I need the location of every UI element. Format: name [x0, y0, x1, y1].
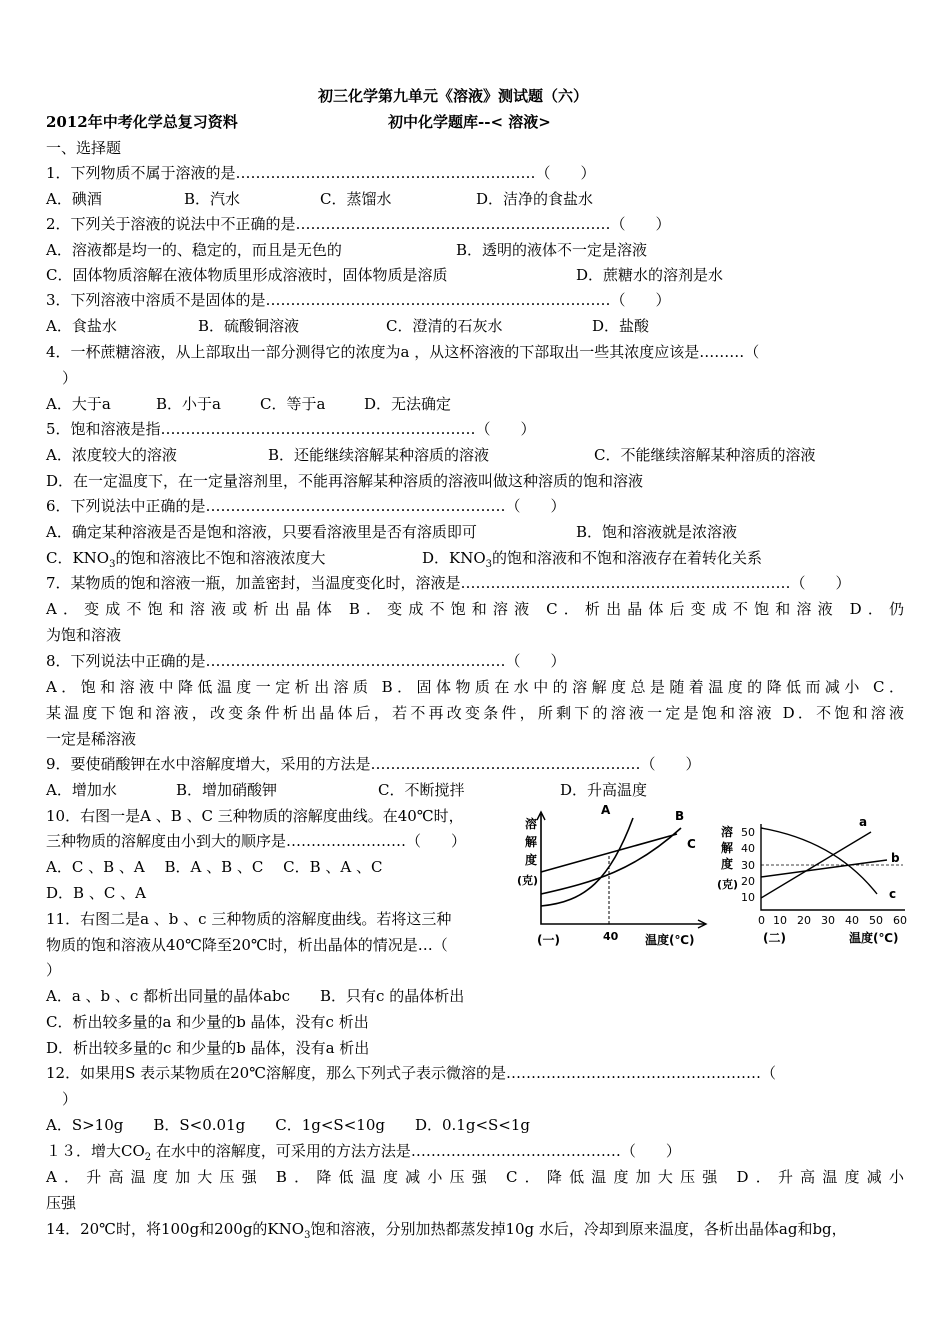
figure-2-solubility-curves — [717, 812, 917, 950]
q10-option-d: D．B 、C 、A — [46, 884, 146, 902]
q13-option-d: D．升高温度减小 — [736, 1168, 904, 1186]
q1-option-a: A．碘酒 — [46, 190, 102, 208]
q2-option-b: B．透明的液体不一定是溶液 — [456, 241, 648, 259]
q3-option-c: C．澄清的石灰水 — [386, 317, 503, 335]
q2-options-cd — [46, 265, 723, 285]
fig2-label-c: c — [889, 887, 897, 901]
q12-options: A．S>10g B．S<0.01g C．1g<S<10g D．0.1g<S<1g — [46, 1116, 531, 1134]
fig1-caption: (一) — [537, 933, 560, 947]
fig2-xtick-30: 30 — [821, 914, 835, 927]
fig2-ytick-50: 50 — [741, 826, 755, 839]
fig2-ytick-10: 10 — [741, 891, 755, 904]
fig2-xtick-0: 0 — [758, 914, 765, 927]
fig1-label-c: C — [687, 837, 696, 851]
q9-options — [46, 780, 647, 800]
fig1-curve-b — [541, 828, 681, 894]
q4-stem: 4．一杯蔗糖溶液，从上部取出一部分测得它的浓度为a ，从这杯溶液的下部取出一些其浓度应该是………（ — [46, 343, 760, 361]
q4-stem-cont: ） — [62, 369, 78, 387]
q2-options-ab — [46, 240, 647, 260]
fig2-xtick-20: 20 — [797, 914, 811, 927]
fig2-xtick-10: 10 — [773, 914, 787, 927]
q7-options — [46, 599, 904, 619]
fig1-xlabel: 温度(℃) — [645, 933, 695, 947]
q11-line2: 物质的饱和溶液从40℃降至20℃时，析出晶体的情况是…（ — [46, 936, 448, 954]
q3-options — [46, 316, 649, 336]
q1-option-d: D．洁净的食盐水 — [476, 190, 594, 208]
q5-option-a: A．浓度较大的溶液 — [46, 446, 177, 464]
q3-stem: 3．下列溶液中溶质不是固体的是……………………………………………………………（ ） — [46, 291, 671, 309]
q13-option-a: A．升高温度加大压强 — [46, 1168, 264, 1186]
q4-option-a: A．大于a — [46, 395, 111, 413]
q2-option-d: D．蔗糖水的溶剂是水 — [576, 266, 724, 284]
q13-options — [46, 1167, 904, 1187]
q11-option-d: D．析出较多量的c 和少量的b 晶体，没有a 析出 — [46, 1039, 370, 1057]
q13-option-c: C．降低温度加大压强 — [505, 1168, 725, 1186]
fig2-ylabel-3: 度 — [721, 857, 734, 871]
q13-stem: １３．增大$CO_2$ 在水中的溶解度，可采用的方法方法是……………………………………（ ） — [46, 1142, 681, 1163]
header-right: 初中化学题库--< 溶液> — [388, 113, 551, 131]
q13-option-b: B．降低温度减小压强 — [275, 1168, 494, 1186]
q14-stem: 14．20℃时，将100g和200g的$KNO_3$饱和溶液，分别加热都蒸发掉10g 水后，冷却到原来温度，各析出晶体ag和bg， — [46, 1220, 847, 1241]
fig2-ytick-40: 40 — [741, 842, 755, 855]
q9-option-a: A．增加水 — [46, 781, 117, 799]
fig2-curve-c — [761, 828, 877, 894]
fig2-xtick-60: 60 — [893, 914, 907, 927]
q7-option-c: C．析出晶体后变成不饱和溶液 — [546, 600, 839, 618]
fig1-ylabel-3: 度 — [525, 853, 538, 867]
q5-option-b: B．还能继续溶解某种溶质的溶液 — [268, 446, 490, 464]
q5-option-d: D．在一定温度下，在一定量溶剂里，不能再溶解某种溶质的溶液叫做这种溶质的饱和溶液 — [46, 472, 644, 490]
q6-options-cd — [46, 548, 762, 575]
fig2-ylabel-1: 溶 — [721, 825, 734, 839]
q8-option-c: C． — [873, 678, 904, 696]
q4-options — [46, 394, 451, 414]
q4-option-c: C．等于a — [260, 395, 326, 413]
q11-option-c: C．析出较多量的a 和少量的b 晶体，没有c 析出 — [46, 1013, 369, 1031]
fig2-ylabel-2: 解 — [721, 841, 734, 855]
q7-option-d-cont: 为饱和溶液 — [46, 626, 122, 644]
fig2-xlabel: 温度(℃) — [849, 931, 899, 945]
q5-options-abc — [46, 445, 815, 465]
q12-stem-cont: ） — [62, 1090, 78, 1108]
q9-option-d: D．升高温度 — [560, 781, 648, 799]
figure-1-solubility-curves — [515, 800, 721, 950]
header-left: 2012年中考化学总复习资料 — [46, 113, 238, 131]
q10-line2: 三种物质的溶解度由小到大的顺序是……………………（ ） — [46, 832, 467, 850]
fig2-curve-b — [761, 860, 887, 877]
q8-option-d: D．不饱和溶液 — [782, 704, 904, 722]
fig1-ylabel-4: (克) — [517, 874, 539, 887]
fig2-label-b: b — [891, 851, 900, 865]
q6-option-b: B．饱和溶液就是浓溶液 — [576, 523, 738, 541]
q8-option-d-cont: 一定是稀溶液 — [46, 730, 137, 748]
q1-stem: 1．下列物质不属于溶液的是……………………………………………………（ ） — [46, 164, 596, 182]
fig1-label-b: B — [675, 809, 685, 823]
q10-options: A．C 、B 、A B．A 、B 、C C．B 、A 、C — [46, 858, 383, 876]
q3-option-d: D．盐酸 — [592, 317, 650, 335]
q6-option-c: C．$KNO_3$的饱和溶液比不饱和溶液浓度大 — [46, 549, 326, 570]
q6-option-d: D．$KNO_3$的饱和溶液和不饱和溶液存在着转化关系 — [422, 549, 763, 570]
q12-stem: 12．如果用S 表示某物质在20℃溶解度，那么下列式子表示微溶的是……………………………………………（ — [46, 1064, 777, 1082]
fig2-ytick-20: 20 — [741, 875, 755, 888]
fig2-ytick-30: 30 — [741, 859, 755, 872]
q3-option-a: A．食盐水 — [46, 317, 117, 335]
q2-option-a: A．溶液都是均一的、稳定的，而且是无色的 — [46, 241, 342, 259]
q9-option-b: B．增加硝酸钾 — [176, 781, 278, 799]
q4-option-d: D．无法确定 — [364, 395, 452, 413]
q7-stem: 7．某物质的饱和溶液一瓶，加盖密封，当温度变化时，溶液是…………………………………………………………（ ） — [46, 574, 851, 592]
fig1-curve-a — [541, 818, 633, 906]
q4-option-b: B．小于a — [156, 395, 221, 413]
q7-option-d: D．仍 — [849, 600, 904, 618]
q8-options-abc — [46, 677, 904, 697]
q11-options-ab: A．a 、b 、c 都析出同量的晶体abc B．只有c 的晶体析出 — [46, 987, 465, 1005]
q5-stem: 5．饱和溶液是指………………………………………………………（ ） — [46, 420, 536, 438]
fig1-ylabel-1: 溶 — [525, 817, 538, 831]
page-title: 初三化学第九单元《溶液》测试题（六） — [318, 87, 589, 105]
fig1-xtick-40: 40 — [603, 930, 619, 943]
fig2-ylabel-4: (克) — [717, 878, 739, 891]
fig2-caption: (二) — [763, 931, 786, 945]
fig2-xtick-40: 40 — [845, 914, 859, 927]
q11-line3: ） — [46, 961, 62, 979]
fig1-ylabel-2: 解 — [525, 835, 538, 849]
q2-stem: 2．下列关于溶液的说法中不正确的是………………………………………………………（ ） — [46, 215, 671, 233]
fig2-xtick-50: 50 — [869, 914, 883, 927]
q9-stem: 9．要使硝酸钾在水中溶解度增大，采用的方法是………………………………………………（ ） — [46, 755, 701, 773]
q1-option-c: C．蒸馏水 — [320, 190, 392, 208]
q6-stem: 6．下列说法中正确的是……………………………………………………（ ） — [46, 497, 566, 515]
q8-option-b: B．固体物质在水中的溶解度总是随着温度的降低而减小 — [381, 678, 864, 696]
q8-option-a: A．饱和溶液中降低温度一定析出溶质 — [46, 678, 373, 696]
q5-option-c: C．不能继续溶解某种溶质的溶液 — [594, 446, 816, 464]
fig1-label-a: A — [601, 803, 611, 817]
fig2-label-a: a — [859, 815, 868, 829]
q6-option-a: A．确定某种溶液是否是饱和溶液，只要看溶液里是否有溶质即可 — [46, 523, 477, 541]
q10-line1: 10．右图一是A 、B 、C 三种物质的溶解度曲线。在40℃时， — [46, 807, 464, 825]
q7-option-a: A．变成不饱和溶液或析出晶体 — [46, 600, 338, 618]
fig1-axes — [541, 814, 705, 924]
q3-option-b: B．硫酸铜溶液 — [198, 317, 300, 335]
q8-options-cd — [46, 703, 904, 723]
q8-stem: 8．下列说法中正确的是……………………………………………………（ ） — [46, 652, 566, 670]
q1-option-b: B．汽水 — [184, 190, 241, 208]
section-heading: 一、选择题 — [46, 139, 122, 157]
q9-option-c: C．不断搅拌 — [378, 781, 465, 799]
q2-option-c: C．固体物质溶解在液体物质里形成溶液时，固体物质是溶质 — [46, 266, 448, 284]
q8-option-c-cont: 某温度下饱和溶液，改变条件析出晶体后，若不再改变条件，所剩下的溶液一定是饱和溶液 — [46, 704, 775, 722]
q11-line1: 11．右图二是a 、b 、c 三种物质的溶解度曲线。若将这三种 — [46, 910, 452, 928]
q1-options — [46, 189, 593, 209]
q7-option-b: B．变成不饱和溶液 — [348, 600, 536, 618]
q6-options-ab — [46, 522, 737, 542]
q13-option-d-cont: 压强 — [46, 1194, 77, 1212]
